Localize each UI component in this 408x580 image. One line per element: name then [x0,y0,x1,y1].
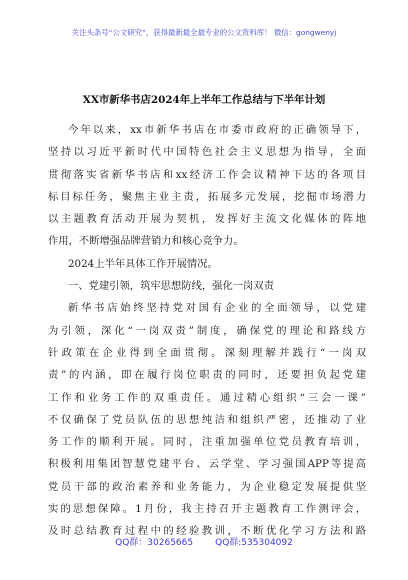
body-line: 工作和业务工作的双重责任。通过精心组织“三会一课” [48,391,366,404]
body-line: 标目标任务，聚焦主业主责，拓展多元发展，挖掘市场潜力 [48,190,366,203]
section-intro: 2024上半年具体工作开展情况。 [68,257,218,270]
body-line: 今年以来，xx市新华书店在市委市政府的正确领导下， [68,124,366,136]
body-line: 积极利用集团智慧党建平台、云学堂、学习强国APP等提高 [48,458,366,471]
body-line: 为引领，深化“一岗双责”制度，确保党的理论和路线方 [48,324,366,337]
body-line: 务工作的顺利开展。同时，注重加强单位党员教育培训， [48,436,366,449]
body-line: 实的思想保障。1月份，我主持召开主题教育工作测评会， [48,503,366,516]
footer-qq-group-1: QQ群：30265665 [115,538,194,548]
body-line: 贯彻落实省新华书店和xx经济工作会议精神下达的各项目 [48,168,366,181]
document-title: XX市新华书店2024年上半年工作总结与下半年计划 [82,94,326,106]
body-line: 新华书店始终坚持党对国有企业的全面领导，以党建 [68,302,366,315]
body-line: 及时总结教育过程中的经验教训，不断优化学习方法和路 [48,525,366,538]
header-note: 关注头条号“公文研究”，获得最新最全最专业的公文资料库！ 微信：gongwenyj [71,28,337,37]
body-line: 党员干部的政治素养和业务能力，为企业稳定发展提供坚 [48,480,366,493]
document-body [48,119,366,543]
body-line: 责”的内涵，即在履行岗位职责的同时，还要担负起党建 [48,369,366,382]
body-line: 坚持以习近平新时代中国特色社会主义思想为指导，全面 [48,146,366,159]
body-line: 以主题教育活动开展为契机，发挥好主流文化媒体的阵地 [48,213,366,226]
footer-qq-group-2: QQ群:535304092 [215,538,293,548]
body-line: 针政策在企业得到全面贯彻。深刻理解并践行“一岗双 [48,346,366,359]
body-line: 作用，不断增强品牌营销力和核心竞争力。 [48,235,244,248]
section-heading: 一、党建引领，筑牢思想防线，强化一岗双责 [68,280,274,293]
footer-contact [0,535,408,548]
body-line: 不仅确保了党员队伍的思想纯洁和组织严密，还推动了业 [48,413,366,426]
